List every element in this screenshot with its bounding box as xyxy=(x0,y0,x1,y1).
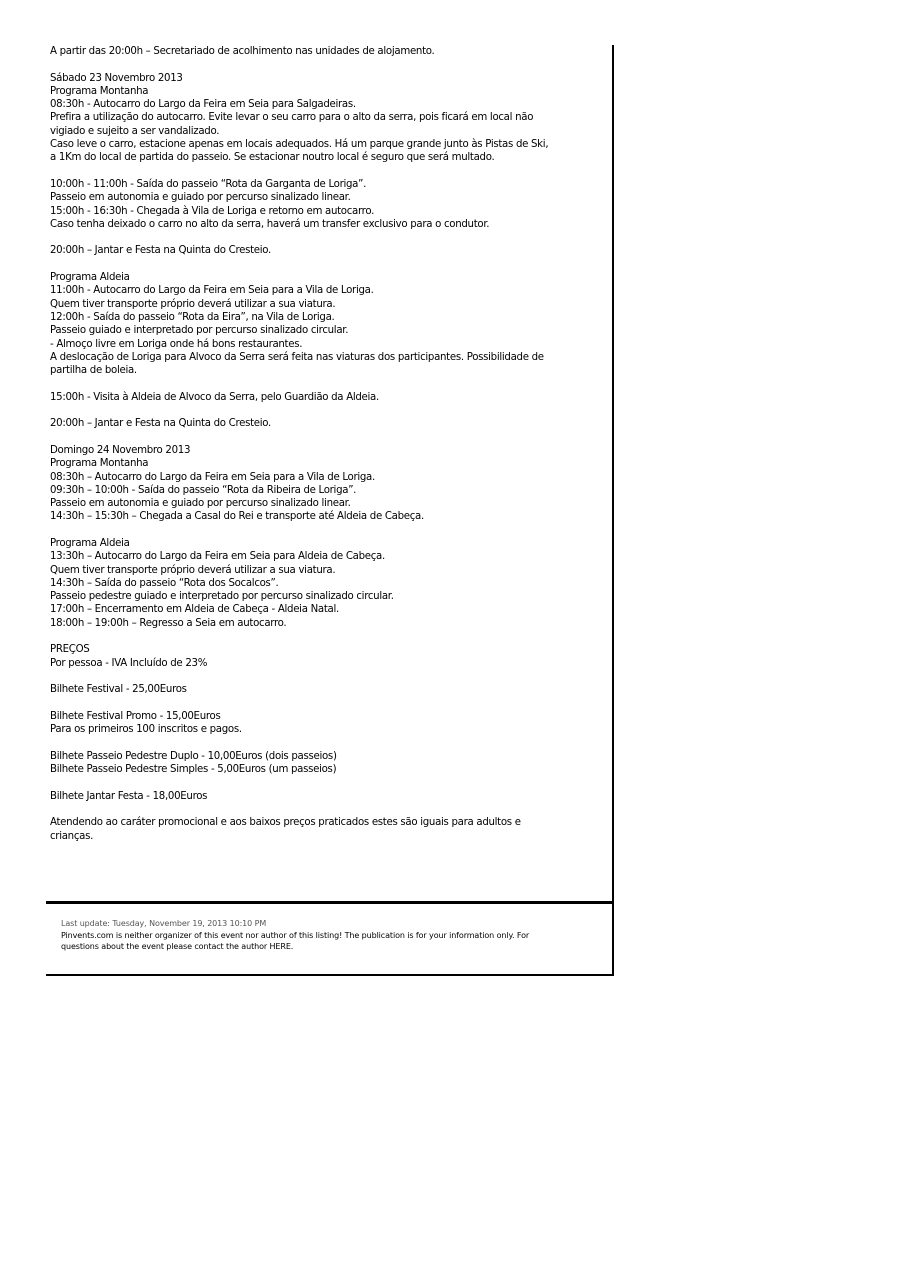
paragraph xyxy=(50,417,610,430)
paragraph xyxy=(50,643,610,670)
text-line: Bilhete Passeio Pedestre Simples - 5,00Euros (um passeios) xyxy=(50,764,337,776)
text-line: 10:00h - 11:00h - Saída do passeio “Rota da Garganta de Loriga”. xyxy=(50,178,367,190)
text-line: 15:00h - Visita à Aldeia de Alvoco da Serra, pelo Guardião da Aldeia. xyxy=(50,391,379,403)
text-line: 09:30h – 10:00h - Saída do passeio “Rota da Ribeira de Loriga”. xyxy=(50,484,357,496)
paragraph xyxy=(50,683,610,696)
text-line: vigiado e sujeito a ser vandalizado. xyxy=(50,125,220,137)
text-line: Bilhete Festival Promo - 15,00Euros xyxy=(50,710,221,722)
text-line: - Almoço livre em Loriga onde há bons restaurantes. xyxy=(50,338,303,350)
text-line: Passeio em autonomia e guiado por percurso sinalizado linear. xyxy=(50,498,351,510)
disclaimer-line-2: questions about the event please contact the author HERE. xyxy=(61,942,294,951)
text-line: 14:30h – Saída do passeio “Rota dos Socalcos”. xyxy=(50,577,279,589)
text-line: A partir das 20:00h – Secretariado de acolhimento nas unidades de alojamento. xyxy=(50,46,435,57)
text-line: Por pessoa - IVA Incluído de 23% xyxy=(50,657,208,669)
text-line: Passeio pedestre guiado e interpretado por percurso sinalizado circular. xyxy=(50,591,394,603)
text-line: 20:00h – Jantar e Festa na Quinta do Cresteio. xyxy=(50,418,271,430)
text-line: 17:00h – Encerramento em Aldeia de Cabeça - Aldeia Natal. xyxy=(50,604,339,616)
paragraph xyxy=(50,790,610,803)
text-line: 20:00h – Jantar e Festa na Quinta do Cresteio. xyxy=(50,245,271,257)
text-line: a 1Km do local de partida do passeio. Se estacionar noutro local é seguro que será multado. xyxy=(50,152,495,164)
text-line: A deslocação de Loriga para Alvoco da Serra será feita nas viaturas dos participantes. Possibilidade de xyxy=(50,351,544,363)
paragraph xyxy=(50,72,610,165)
text-line: 12:00h - Saída do passeio “Rota da Eira”, na Vila de Loriga. xyxy=(50,311,335,323)
text-line: Prefira a utilização do autocarro. Evite levar o seu carro para o alto da serra, pois ficará em local não xyxy=(50,112,534,124)
text-line: 13:30h – Autocarro do Largo da Feira em Seia para Aldeia de Cabeça. xyxy=(50,551,385,563)
text-line: Programa Montanha xyxy=(50,85,149,97)
text-line: Para os primeiros 100 inscritos e pagos. xyxy=(50,724,242,736)
text-line: Passeio em autonomia e guiado por percurso sinalizado linear. xyxy=(50,192,351,204)
paragraph xyxy=(50,710,610,737)
paragraph xyxy=(50,391,610,404)
text-line: 08:30h – Autocarro do Largo da Feira em Seia para a Vila de Loriga. xyxy=(50,471,375,483)
text-line: Programa Aldeia xyxy=(50,272,130,284)
text-line: partilha de boleia. xyxy=(50,365,137,377)
text-line: 15:00h - 16:30h - Chegada à Vila de Loriga e retorno em autocarro. xyxy=(50,205,375,217)
text-line: Quem tiver transporte próprio deverá utilizar a sua viatura. xyxy=(50,298,336,310)
right-border-line xyxy=(612,45,614,976)
text-line: Programa Aldeia xyxy=(50,537,130,549)
footer-top-divider xyxy=(46,901,614,904)
paragraph xyxy=(50,750,610,777)
text-line: crianças. xyxy=(50,830,94,842)
event-program-text xyxy=(50,45,610,856)
text-line: Bilhete Jantar Festa - 18,00Euros xyxy=(50,790,208,802)
paragraph xyxy=(50,537,610,630)
text-line: 18:00h – 19:00h – Regresso a Seia em autocarro. xyxy=(50,617,287,629)
paragraph xyxy=(50,45,610,58)
text-line: Atendendo ao caráter promocional e aos baixos preços praticados estes são iguais para adultos e xyxy=(50,817,521,829)
text-line: Passeio guiado e interpretado por percurso sinalizado circular. xyxy=(50,325,349,337)
text-line: Caso leve o carro, estacione apenas em locais adequados. Há um parque grande junto às Pistas de Ski, xyxy=(50,139,549,151)
text-line: Bilhete Festival - 25,00Euros xyxy=(50,684,187,696)
paragraph xyxy=(50,178,610,231)
text-line: 11:00h - Autocarro do Largo da Feira em Seia para a Vila de Loriga. xyxy=(50,285,374,297)
text-line: 08:30h - Autocarro do Largo da Feira em Seia para Salgadeiras. xyxy=(50,99,356,111)
text-line: Programa Montanha xyxy=(50,458,149,470)
paragraph xyxy=(50,816,610,843)
last-update-text: Last update: Tuesday, November 19, 2013 10:10 PM xyxy=(61,919,267,928)
footer-bottom-divider xyxy=(46,974,614,976)
text-line: Bilhete Passeio Pedestre Duplo - 10,00Euros (dois passeios) xyxy=(50,750,337,762)
text-line: PREÇOS xyxy=(50,644,90,656)
paragraph xyxy=(50,244,610,257)
paragraph xyxy=(50,444,610,524)
footer xyxy=(61,918,601,953)
text-line: Caso tenha deixado o carro no alto da serra, haverá um transfer exclusivo para o condutor. xyxy=(50,218,490,230)
text-line: Domingo 24 Novembro 2013 xyxy=(50,444,191,456)
text-line: Quem tiver transporte próprio deverá utilizar a sua viatura. xyxy=(50,564,336,576)
paragraph xyxy=(50,271,610,377)
text-line: Sábado 23 Novembro 2013 xyxy=(50,72,183,84)
text-line: 14:30h – 15:30h – Chegada a Casal do Rei e transporte até Aldeia de Cabeça. xyxy=(50,511,424,523)
disclaimer-line-1: Pinvents.com is neither organizer of this event nor author of this listing! The publication is for your information only. For xyxy=(61,930,530,940)
